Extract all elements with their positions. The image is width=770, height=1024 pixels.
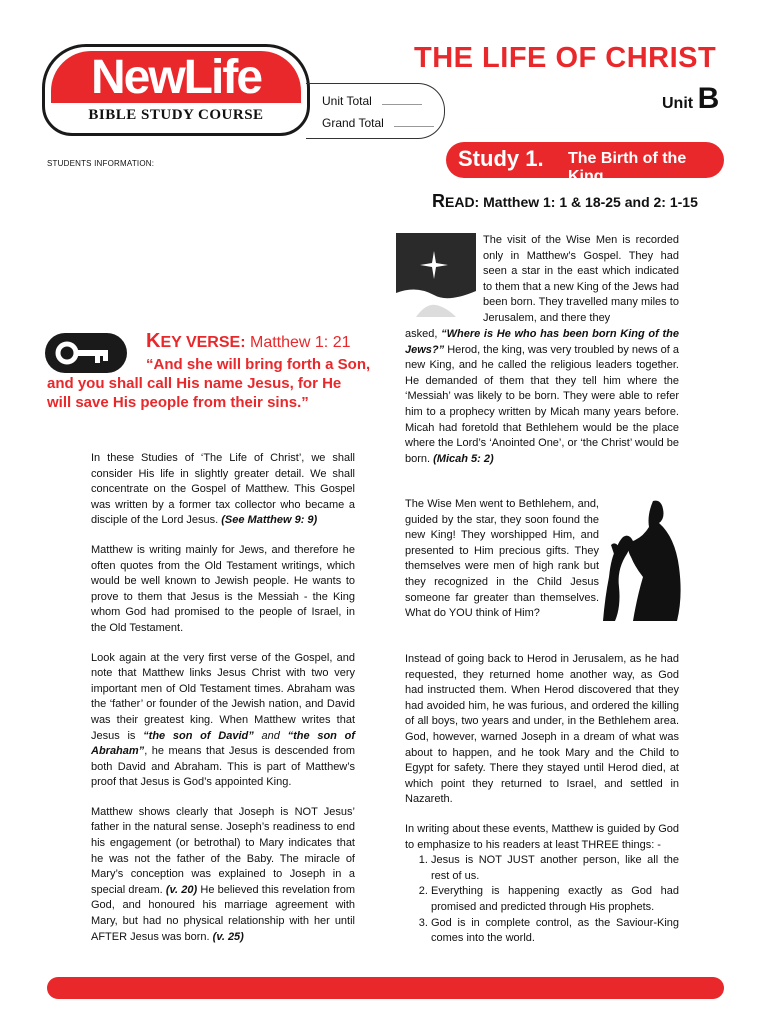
left-paragraph-3 xyxy=(91,651,355,791)
wise-men-illustration xyxy=(603,497,685,622)
left-p4-end: He believed this revelation from God, and honoured his marriage agreement with Mary, but had no physical relationship with her until AFTER Jesus was born. xyxy=(91,883,355,943)
verse-20-reference: (v. 20) xyxy=(165,883,198,896)
students-information-label: STUDENTS INFORMATION: xyxy=(47,159,155,168)
unit-total-field[interactable] xyxy=(382,96,422,105)
page-title: THE LIFE OF CHRIST xyxy=(414,42,717,74)
read-cap: R xyxy=(432,191,445,211)
study-title: The Birth of the King xyxy=(568,150,687,185)
son-of-david-quote: “the son of David” xyxy=(143,729,254,742)
left-paragraph-2: Matthew is writing mainly for Jews, and therefore he often quotes from the Old Testament writings, which would be well known to Jewish people. He wants to prove to them that Jesus is the Messiah - the King whom God had promised to the people of Israel, in the Old Testament. xyxy=(91,543,355,634)
key-verse-line-2: and you shall call His name Jesus, for He xyxy=(47,375,342,392)
study-banner xyxy=(446,142,724,185)
totals-box xyxy=(306,83,445,139)
unit-label xyxy=(662,82,719,116)
key-verse-heading xyxy=(146,330,350,353)
list-item: 3. God is in complete control, as the Saviour-King comes into the world. xyxy=(431,916,679,947)
three-things-intro: In writing about these events, Matthew is guided by God to emphasize to his readers at least THREE things: - xyxy=(405,823,679,851)
unit-total-label: Unit Total xyxy=(322,94,372,108)
grand-total-field[interactable] xyxy=(394,118,434,127)
grand-total-row xyxy=(322,116,434,130)
key-verse-cap: K xyxy=(146,330,161,352)
right-paragraph-3: Instead of going back to Herod in Jerusalem, as he had requested, they returned home another way, as God had instructed them. When Herod discovered that they had avoided him, he was furious, and ordered the killing of all boys, two years and under, in the Bethlehem area. God, however, warned Joseph in a dream of what was about to happen, and he took Mary and the Child to Egypt for safety. There they stayed until Herod died, at which point they returned to Israel, and settled in Nazareth. xyxy=(405,653,679,806)
unit-total-row xyxy=(322,94,422,108)
matthew-9-reference: (See Matthew 9: 9) xyxy=(221,514,318,527)
read-passage: Matthew 1: 1 & 18-25 and 2: 1-15 xyxy=(483,194,698,210)
read-label: EAD: xyxy=(445,194,480,210)
verse-25-reference: (v. 25) xyxy=(212,930,244,943)
p1b-post: Herod, the king, was very troubled by news of a new King, and he called the religious leaders together. He demanded of them that they tell him where the ‘Messiah’ was likely to be born. They were able to refer him to a prophecy written by Micah many years before. Micah had foretold that Bethlehem would be the place where the Lord’s ‘Anointed One’, or ‘the Christ’ would be born. xyxy=(405,343,679,465)
logo-name: NewLife xyxy=(90,51,262,104)
three-things-list xyxy=(405,853,679,947)
micah-reference: (Micah 5: 2) xyxy=(433,452,494,465)
left-paragraph-1 xyxy=(91,451,355,529)
left-column xyxy=(91,451,355,959)
left-p3-end: , he means that Jesus is descended from both David and Abraham. This is part of Matthew’s proof that Jesus is God’s appointed King. xyxy=(91,745,355,789)
list-item: 2. Everything is happening exactly as God had promised and predicted through His prophets. xyxy=(431,884,679,915)
right-paragraph-2: The Wise Men went to Bethlehem, and, guided by the star, they soon found the new King! They worshipped Him, and presented to Him precious gifts. They themselves were men of high rank but they recognized in the Child Jesus someone far greater than themselves. What do YOU think of Him? xyxy=(405,498,599,620)
key-verse-label: EY VERSE: xyxy=(160,334,246,351)
left-p3-start: Look again at the very first verse of the Gospel, and note that Matthew links Jesus Christ with two very important men of Old Testament times. Abraham was the ‘father’ or founder of the Jewish nation, and David was their greatest king. When Matthew writes that Jesus is xyxy=(91,651,355,742)
key-verse-ref: Matthew 1: 21 xyxy=(249,334,351,351)
right-paragraph-4 xyxy=(405,822,679,947)
left-p4-start: Matthew shows clearly that Joseph is NOT Jesus’ father in the natural sense. Joseph’s readiness to end his engagement (or betrothal) to Mary indicates that he was not the father of the Baby. The miracle of Mary’s conception was explained to Joseph in a special dream. xyxy=(91,805,355,896)
study-number: Study 1. xyxy=(458,146,544,171)
left-paragraph-4 xyxy=(91,805,355,945)
left-p1-text: In these Studies of ‘The Life of Christ’, we shall consider His life in slightly greater detail. We shall concentrate on the Gospel of Matthew. This Gospel was written by a former tax collector who became a disciple of the Lord Jesus. xyxy=(91,452,355,527)
key-verse-line-1: “And she will bring forth a Son, xyxy=(146,356,371,373)
list-item: 1. Jesus is NOT JUST another person, like all the rest of us. xyxy=(431,853,679,884)
logo-banner xyxy=(51,51,301,103)
key-verse-line-3: will save His people from their sins.” xyxy=(47,394,309,411)
star-illustration xyxy=(396,233,476,317)
p1b-quote: “Where is He who has been born King of the Jews?” xyxy=(405,328,679,356)
p1b-pre: asked, xyxy=(405,328,442,340)
grand-total-label: Grand Total xyxy=(322,116,384,130)
left-p3-and: and xyxy=(253,729,288,742)
footer-bar xyxy=(47,977,724,999)
newlife-logo xyxy=(42,44,310,136)
son-of-abraham-quote: “the son of Abraham” xyxy=(91,729,356,758)
right-paragraph-1b xyxy=(405,327,679,467)
unit-word: Unit xyxy=(662,95,694,112)
unit-letter: B xyxy=(697,82,720,115)
key-icon xyxy=(45,333,127,373)
logo-subtitle: BIBLE STUDY COURSE xyxy=(88,107,264,123)
read-reference xyxy=(432,191,698,212)
right-paragraph-1a: The visit of the Wise Men is recorded only in Matthew’s Gospel. They had seen a star in the east which indicated to them that a new King of the Jews had been born. They travelled many miles to Jerusalem, and there they xyxy=(483,234,679,324)
